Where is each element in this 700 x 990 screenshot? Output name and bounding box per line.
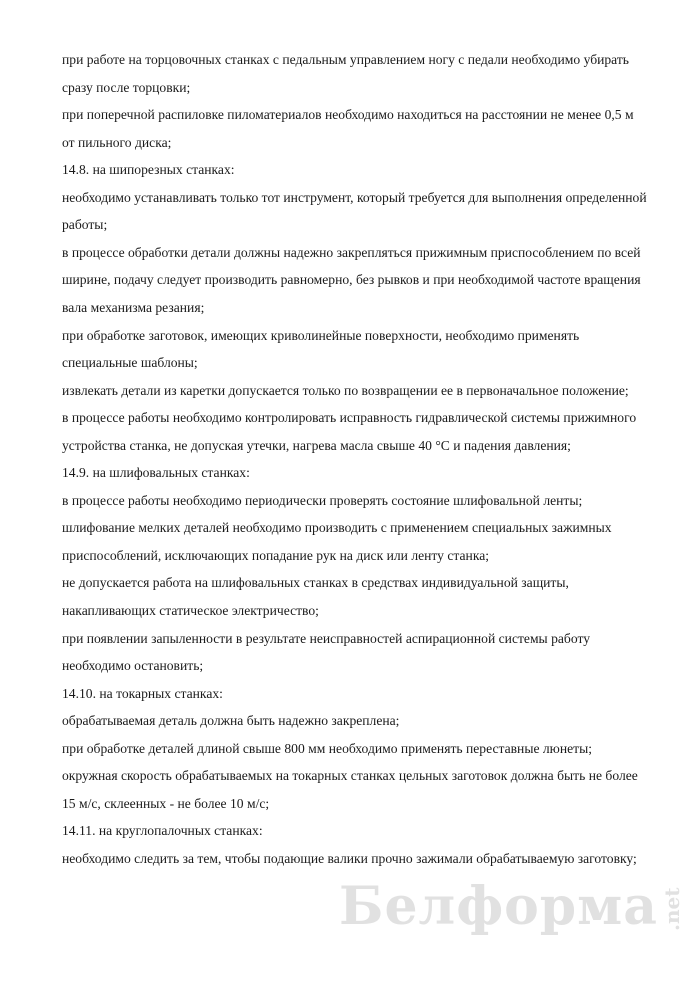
text-line: 14.11. на круглопалочных станках: — [62, 823, 263, 839]
watermark-main: Белформа — [339, 876, 658, 937]
text-line: 14.9. на шлифовальных станках: — [62, 465, 250, 481]
text-line: необходимо устанавливать только тот инструмент, который требуется для выполнения определенной — [62, 189, 647, 205]
text-line: устройства станка, не допуская утечки, нагрева масла свыше 40 °С и падения давления; — [62, 437, 571, 453]
text-line: сразу после торцовки; — [62, 79, 191, 95]
watermark-logo: Белформа .net — [339, 872, 658, 942]
text-line: при обработке заготовок, имеющих криволинейные поверхности, необходимо применять — [62, 327, 580, 343]
text-line: при обработке деталей длиной свыше 800 мм необходимо применять переставные люнеты; — [62, 740, 592, 756]
text-line: необходимо остановить; — [62, 658, 204, 674]
text-line: 14.8. на шипорезных станках: — [62, 162, 235, 178]
text-line: обрабатываемая деталь должна быть надежно закреплена; — [62, 713, 400, 729]
text-line: вала механизма резания; — [62, 299, 205, 315]
text-line: шлифование мелких деталей необходимо производить с применением специальных зажимных — [62, 520, 612, 536]
text-line: необходимо следить за тем, чтобы подающие валики прочно зажимали обрабатываемую заготовку; — [62, 850, 637, 866]
text-line: накапливающих статическое электричество; — [62, 603, 319, 618]
text-line: окружная скорость обрабатываемых на токарных станках цельных заготовок должна быть не более — [62, 768, 638, 784]
text-line: при поперечной распиловке пиломатериалов необходимо находиться на расстоянии не менее 0,5 м — [62, 107, 634, 123]
text-line: не допускается работа на шлифовальных станках в средствах индивидуальной защиты, — [62, 575, 569, 591]
text-line: в процессе работы необходимо контролировать исправность гидравлической системы прижимного — [62, 410, 637, 426]
text-line: 14.10. на токарных станках: — [62, 685, 223, 701]
text-line: при работе на торцовочных станках с педальным управлением ногу с педали необходимо убирать — [62, 52, 629, 67]
text-line: извлекать детали из каретки допускается только по возвращении ее в первоначальное положение; — [62, 382, 629, 398]
text-line: 15 м/с, склеенных - не более 10 м/с; — [62, 795, 270, 811]
text-line: ширине, подачу следует производить равномерно, без рывков и при необходимой частоте вращения — [62, 272, 641, 288]
text-line: в процессе обработки детали должны надежно закрепляться прижимным приспособлением по всей — [62, 244, 641, 260]
text-line: при появлении запыленности в результате неисправностей аспирационной системы работу — [62, 630, 591, 646]
text-line: от пильного диска; — [62, 134, 172, 150]
text-line: приспособлений, исключающих попадание рук на диск или ленту станка; — [62, 547, 490, 563]
text-line: в процессе работы необходимо периодически проверять состояние шлифовальной ленты; — [62, 492, 583, 508]
text-line: специальные шаблоны; — [62, 355, 198, 371]
text-line: работы; — [62, 217, 108, 233]
